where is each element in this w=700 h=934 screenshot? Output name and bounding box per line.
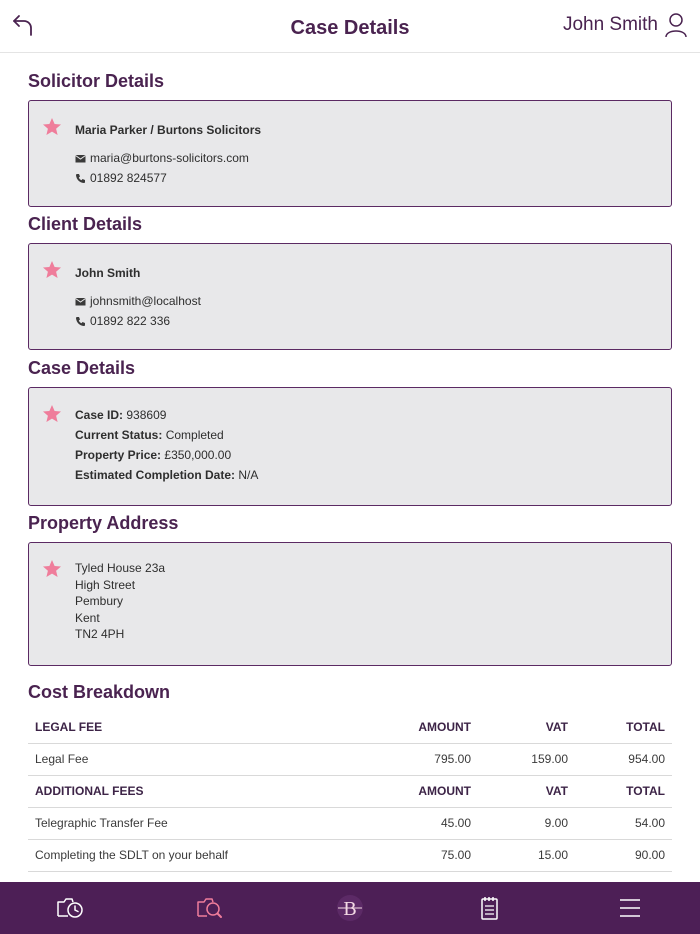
fee-amount: 45.00 — [318, 807, 478, 839]
case-status-row: Current Status: Completed — [75, 428, 224, 442]
column-header: ADDITIONAL FEES — [28, 775, 318, 807]
fee-total: 90.00 — [575, 839, 672, 871]
address-line: Kent — [75, 610, 100, 625]
phone-icon — [75, 173, 86, 184]
app-header — [0, 0, 700, 53]
fee-vat: 15.00 — [478, 839, 575, 871]
phone-icon — [75, 316, 86, 327]
table-header-row — [28, 775, 672, 807]
case-search-icon — [196, 896, 224, 920]
fee-vat: 159.00 — [478, 743, 575, 775]
favourite-star-icon[interactable] — [42, 117, 62, 137]
column-header: AMOUNT — [318, 775, 478, 807]
table-row — [28, 839, 672, 871]
bottom-tab-bar — [0, 882, 700, 934]
column-header: TOTAL — [575, 711, 672, 743]
user-profile-button[interactable] — [563, 12, 688, 38]
completion-date-row: Estimated Completion Date: N/A — [75, 468, 259, 482]
case-id-row: Case ID: 938609 — [75, 408, 167, 422]
solicitor-phone[interactable]: 01892 824577 — [90, 171, 167, 185]
page-title: Case Details — [290, 17, 410, 39]
favourite-star-icon[interactable] — [42, 559, 62, 579]
solicitor-section-title: Solicitor Details — [28, 71, 165, 91]
menu-icon — [619, 898, 641, 918]
address-line: High Street — [75, 577, 136, 592]
svg-text:B: B — [343, 898, 357, 920]
address-line: Tyled House 23a — [75, 561, 166, 575]
solicitor-card — [28, 100, 672, 207]
mail-icon — [75, 153, 86, 164]
column-header: AMOUNT — [318, 711, 478, 743]
brand-logo-icon — [335, 893, 365, 923]
client-name: John Smith — [75, 266, 141, 280]
user-icon — [664, 12, 688, 38]
fee-description: Legal Fee — [28, 743, 318, 775]
fee-vat: 9.00 — [478, 807, 575, 839]
case-card — [28, 387, 672, 506]
cost-section-title: Cost Breakdown — [28, 682, 171, 702]
favourite-star-icon[interactable] — [42, 404, 62, 424]
fee-total: 54.00 — [575, 807, 672, 839]
client-section-title: Client Details — [28, 214, 143, 234]
tab-case-history[interactable] — [0, 882, 140, 934]
tab-notes[interactable] — [420, 882, 560, 934]
column-header: VAT — [478, 775, 575, 807]
column-header: VAT — [478, 711, 575, 743]
property-price-row: Property Price: £350,000.00 — [75, 448, 232, 462]
client-phone[interactable]: 01892 822 336 — [90, 314, 171, 328]
table-row — [28, 807, 672, 839]
fee-description: Telegraphic Transfer Fee — [28, 807, 318, 839]
cost-breakdown-table — [28, 711, 672, 872]
fee-amount: 795.00 — [318, 743, 478, 775]
address-line: TN2 4PH — [75, 627, 125, 641]
notepad-icon — [480, 895, 500, 921]
case-section-title: Case Details — [28, 358, 136, 378]
column-header: LEGAL FEE — [28, 711, 318, 743]
table-row — [28, 743, 672, 775]
fee-description: Completing the SDLT on your behalf — [28, 839, 318, 871]
tab-home[interactable] — [280, 882, 420, 934]
fee-amount: 75.00 — [318, 839, 478, 871]
case-history-icon — [56, 896, 84, 920]
client-card — [28, 243, 672, 350]
client-email[interactable]: johnsmith@localhost — [90, 294, 201, 308]
solicitor-email[interactable]: maria@burtons-solicitors.com — [90, 151, 249, 165]
tab-menu[interactable] — [560, 882, 700, 934]
tab-case-search[interactable] — [140, 882, 280, 934]
mail-icon — [75, 296, 86, 307]
user-name: John Smith — [562, 14, 658, 35]
address-section-title: Property Address — [28, 513, 179, 533]
address-line: Pembury — [75, 594, 124, 608]
favourite-star-icon[interactable] — [42, 260, 62, 280]
table-header-row — [28, 711, 672, 743]
solicitor-name: Maria Parker / Burtons Solicitors — [75, 123, 262, 137]
fee-total: 954.00 — [575, 743, 672, 775]
address-card — [28, 542, 672, 666]
column-header: TOTAL — [575, 775, 672, 807]
